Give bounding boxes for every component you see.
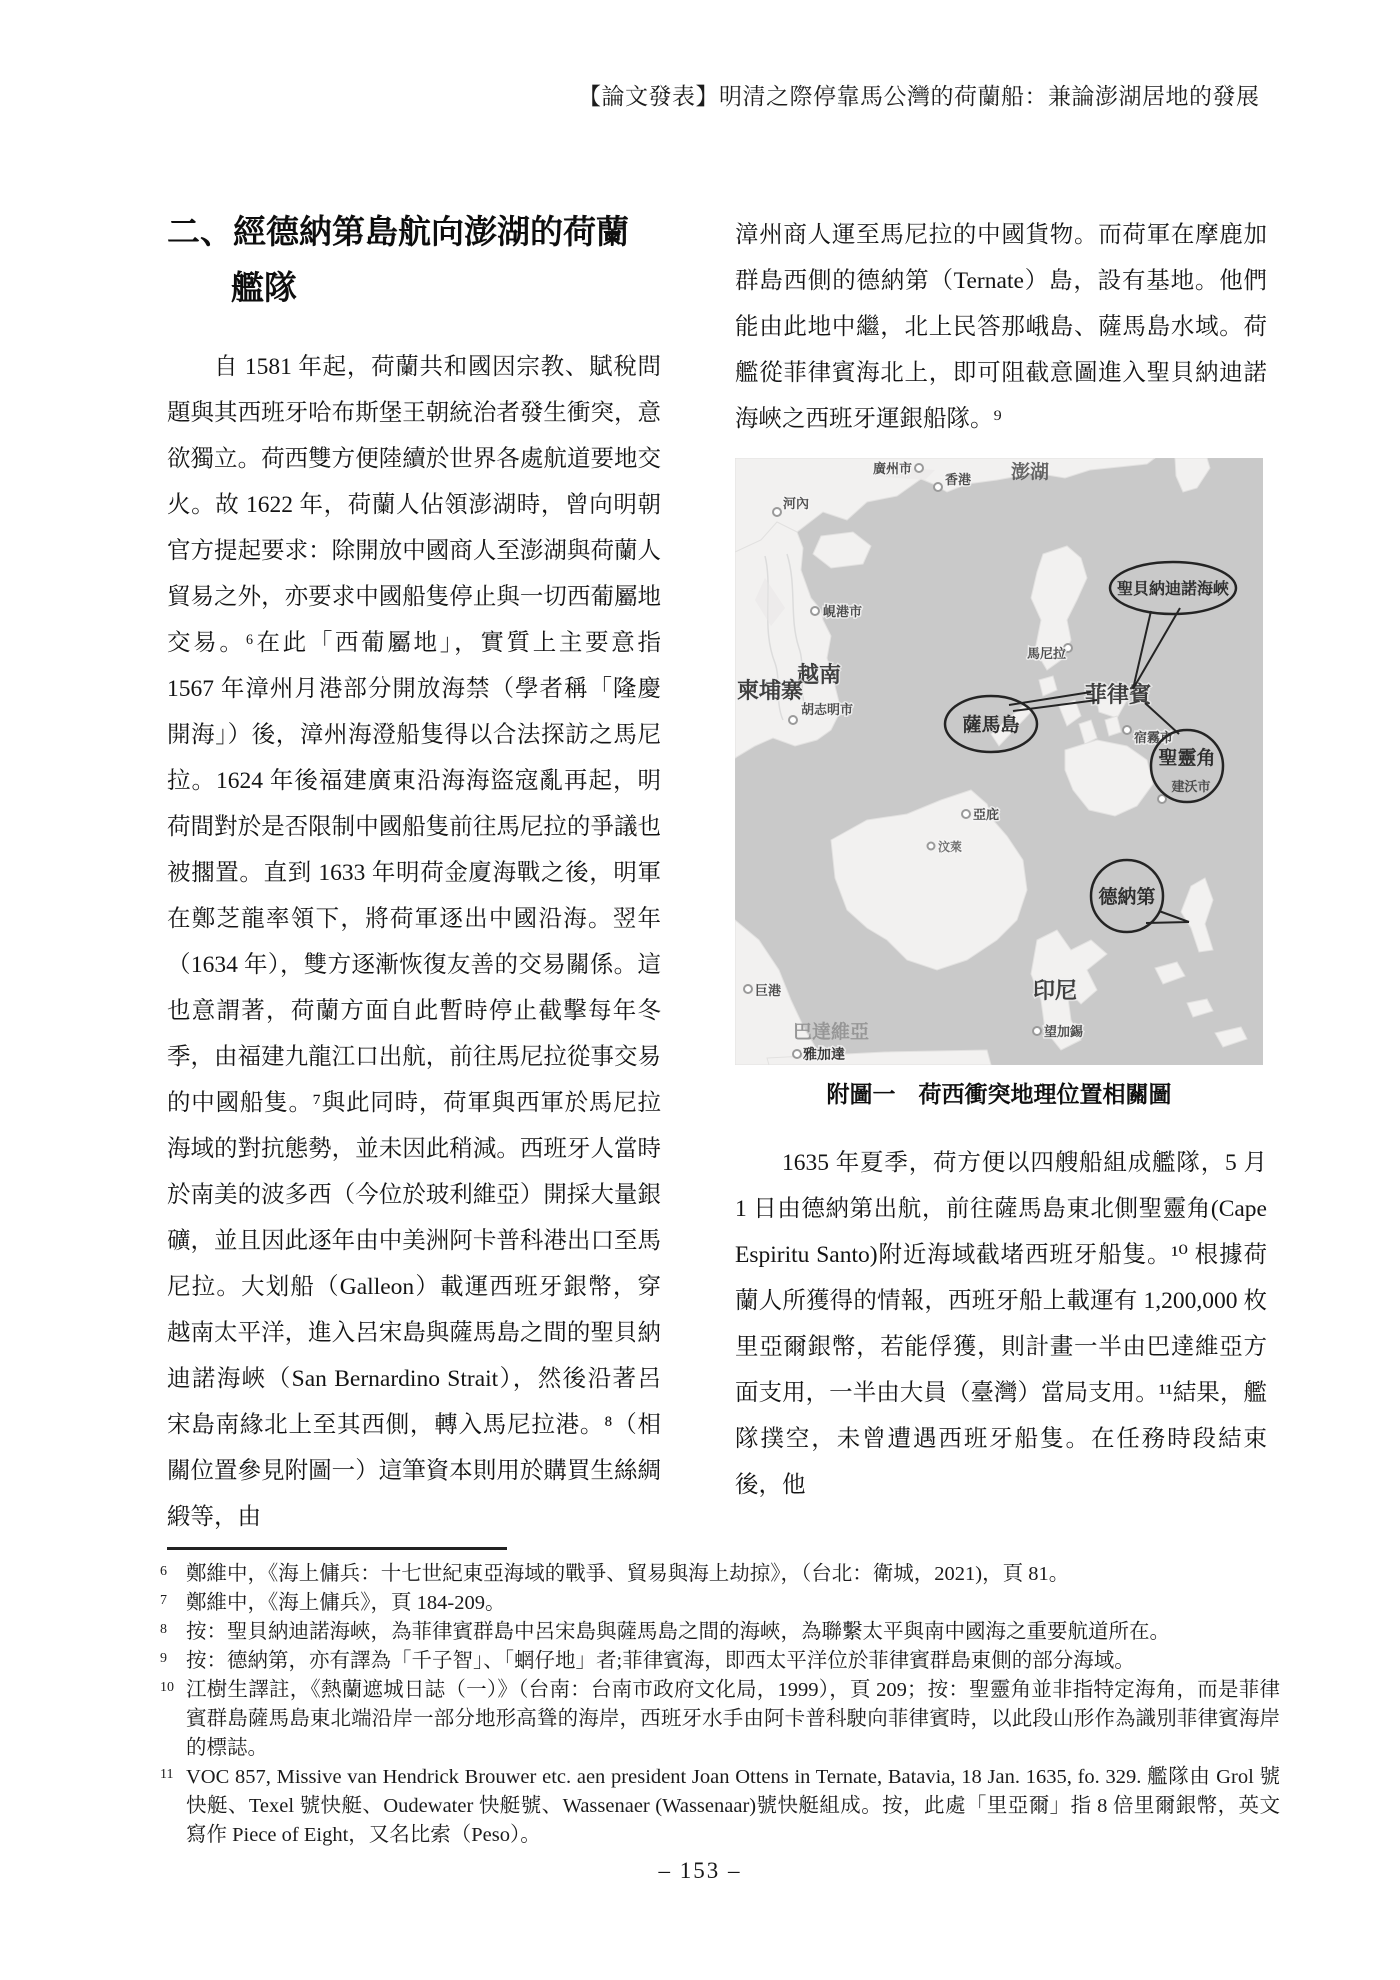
- footnote-9-number: 9: [160, 1651, 167, 1666]
- footnotes: [158, 1560, 1280, 1850]
- section-heading: [167, 205, 661, 317]
- footnote-9: [158, 1647, 1280, 1676]
- map-label-vietnam: 越南: [797, 662, 842, 687]
- map-label-san-bernardino-strait: 聖貝納迪諾海峽: [1116, 581, 1230, 598]
- right-column-paragraph-bottom: 1635 年夏季，荷方便以四艘船組成艦隊，5 月 1 日由德納第出航，前往薩馬島東北側聖靈角(Cape Espiritu Santo)附近海域截堵西班牙船隻。¹⁰ 根據荷蘭人所獲得的情報，西班牙船上載運有 1,200,000 枚里亞爾銀幣，若能俘獲，則計畫一半由巴達維亞方面支用，一半由大員（臺灣）當局支用。¹¹結果，艦隊撲空，未曾遭遇西班牙船隻。在任務時段結束後，他: [735, 1150, 1267, 1498]
- map-label-guangzhou: 廣州市: [873, 461, 913, 476]
- map-label-hochiminh: 胡志明市: [801, 702, 854, 717]
- map-label-jakarta: 雅加達: [803, 1046, 845, 1062]
- map-label-philippines: 菲律賓: [1085, 682, 1152, 707]
- map-label-danang: 峴港市: [823, 604, 863, 619]
- footnote-11-number: 11: [160, 1767, 174, 1782]
- marker-hanoi: [773, 508, 781, 516]
- section-heading-line1: 二、經德納第島航向澎湖的荷蘭: [167, 215, 629, 251]
- marker-danang: [811, 607, 819, 615]
- map-label-manila: 馬尼拉: [1027, 646, 1067, 661]
- marker-hochiminh: [789, 716, 797, 724]
- marker-makassar: [1033, 1027, 1041, 1035]
- footnote-8-text: 按：聖貝納迪諾海峽，為菲律賓群島中呂宋島與薩馬島之間的海峽，為聯繫太平與南中國海之重要航道所在。: [186, 1621, 1170, 1643]
- footnote-10-text: 江樹生譯註，《熱蘭遮城日誌（一）》（台南：台南市政府文化局，1999），頁 209；按：聖靈角並非指特定海角，而是菲律賓群島薩馬島東北端沿岸一部分地形高聳的海岸，西班牙水手由阿卡普科駛向菲律賓時，以此段山形作為識別菲律賓海岸的標誌。: [186, 1679, 1280, 1759]
- marker-jakarta: [793, 1050, 801, 1058]
- map-label-ternate: 德納第: [1098, 887, 1156, 908]
- footnote-7-text: 鄭維中，《海上傭兵》，頁 184-209。: [186, 1592, 506, 1614]
- running-head: 【論文發表】明清之際停靠馬公灣的荷蘭船：兼論澎湖居地的發展: [578, 84, 1260, 109]
- footnote-6-number: 6: [160, 1564, 167, 1579]
- footnote-8: [158, 1618, 1280, 1647]
- marker-cebu: [1123, 726, 1131, 734]
- map-label-davao: 建沃市: [1171, 779, 1211, 794]
- marker-guangzhou: [915, 464, 923, 472]
- footnote-7: [158, 1589, 1280, 1618]
- footnote-11: [158, 1763, 1280, 1850]
- map-label-hongkong: 香港: [945, 472, 972, 487]
- map-label-batavia: 巴達維亞: [793, 1022, 870, 1043]
- marker-palembang: [744, 985, 752, 993]
- left-column-paragraph: 自 1581 年起，荷蘭共和國因宗教、賦稅問題與其西班牙哈布斯堡王朝統治者發生衝突，意欲獨立。荷西雙方便陸續於世界各處航道要地交火。故 1622 年，荷蘭人佔領澎湖時，曾向明朝官方提起要求：除開放中國商人至澎湖與荷蘭人貿易之外，亦要求中國船隻停止與一切西葡屬地交易。⁶在此「西葡屬地」，實質上主要意指 1567 年漳州月港部分開放海禁（學者稱「隆慶開海」）後，漳州海澄船隻得以合法探訪之馬尼拉。1624 年後福建廣東沿海海盜寇亂再起，明荷間對於是否限制中國船隻前往馬尼拉的爭議也被擱置。直到 1633 年明荷金廈海戰之後，明軍在鄭芝龍率領下，將荷軍逐出中國沿海。翌年（1634 年），雙方逐漸恢復友善的交易關係。這也意謂著，荷蘭方面自此暫時停止截擊每年冬季，由福建九龍江口出航，前往馬尼拉從事交易的中國船隻。⁷與此同時，荷軍與西軍於馬尼拉海域的對抗態勢，並未因此稍減。西班牙人當時於南美的波多西（今位於玻利維亞）開採大量銀礦，並且因此逐年由中美洲阿卡普科港出口至馬尼拉。大划船（Galleon）載運西班牙銀幣，穿越南太平洋，進入呂宋島與薩馬島之間的聖貝納迪諾海峽（San Bernardino Strait），然後沿著呂宋島南緣北上至其西側，轉入馬尼拉港。⁸（相關位置參見附圖一）這筆資本則用於購買生絲綢緞等，由: [167, 354, 661, 1530]
- map-label-kota-kinabalu: 亞庇: [973, 807, 1000, 822]
- section-heading-line2: 艦隊: [231, 271, 297, 307]
- map-label-cambodia: 柬埔寨: [737, 678, 804, 703]
- figure-caption: 附圖一 荷西衝突地理位置相關圖: [826, 1082, 1172, 1107]
- conflict-location-map: [735, 458, 1263, 1065]
- footnote-separator: [167, 1547, 507, 1550]
- map-label-indonesia: 印尼: [1033, 978, 1078, 1003]
- footnote-10: [158, 1676, 1280, 1763]
- footnote-10-number: 10: [160, 1680, 174, 1695]
- marker-kota-kinabalu: [962, 810, 970, 818]
- footnote-11-text: VOC 857, Missive van Hendrick Brouwer etc. aen president Joan Ottens in Ternate, Batavia, 18 Jan. 1635, fo. 329. 艦隊由 Grol 號快艇、Texel 號快艇、Oudewater 快艇號、Wassenaer (Wassenaar)號快艇組成。按，此處「里亞爾」指 8 倍里爾銀幣，英文寫作 Piece of Eight，又名比索（Peso）。: [186, 1766, 1280, 1846]
- footnote-7-number: 7: [160, 1593, 167, 1608]
- marker-hongkong: [934, 483, 942, 491]
- map-figure: [735, 458, 1263, 1065]
- footnote-8-number: 8: [160, 1622, 167, 1637]
- footnote-6-text: 鄭維中，《海上傭兵：十七世紀東亞海域的戰爭、貿易與海上劫掠》，（台北：衛城，2021)，頁 81。: [186, 1563, 1070, 1585]
- map-label-makassar: 望加錫: [1044, 1024, 1084, 1039]
- footnote-6: [158, 1560, 1280, 1589]
- marker-davao: [1158, 795, 1166, 803]
- map-label-palembang: 巨港: [755, 983, 782, 998]
- footnote-9-text: 按：德納第，亦有譯為「千子智」、「蝄仔地」者;菲律賓海，即西太平洋位於菲律賓群島東側的部分海域。: [186, 1650, 1135, 1672]
- map-label-samar-island: 薩馬島: [962, 715, 1020, 736]
- map-label-hanoi: 河內: [783, 496, 810, 511]
- left-column: [167, 205, 661, 1540]
- map-label-cebu: 宿霧市: [1134, 730, 1174, 745]
- marker-brunei: [928, 843, 935, 850]
- map-label-cape-espiritu-santo: 聖靈角: [1158, 748, 1216, 769]
- right-column-paragraph-top: 漳州商人運至馬尼拉的中國貨物。而荷軍在摩鹿加群島西側的德納第（Ternate）島，設有基地。他們能由此地中繼，北上民答那峨島、薩馬島水域。荷艦從菲律賓海北上，即可阻截意圖進入聖貝納迪諾海峽之西班牙運銀船隊。⁹: [735, 222, 1267, 432]
- page-number: – 153 –: [658, 1858, 742, 1883]
- map-label-penghu: 澎湖: [1011, 462, 1050, 483]
- map-label-brunei: 汶萊: [938, 840, 963, 854]
